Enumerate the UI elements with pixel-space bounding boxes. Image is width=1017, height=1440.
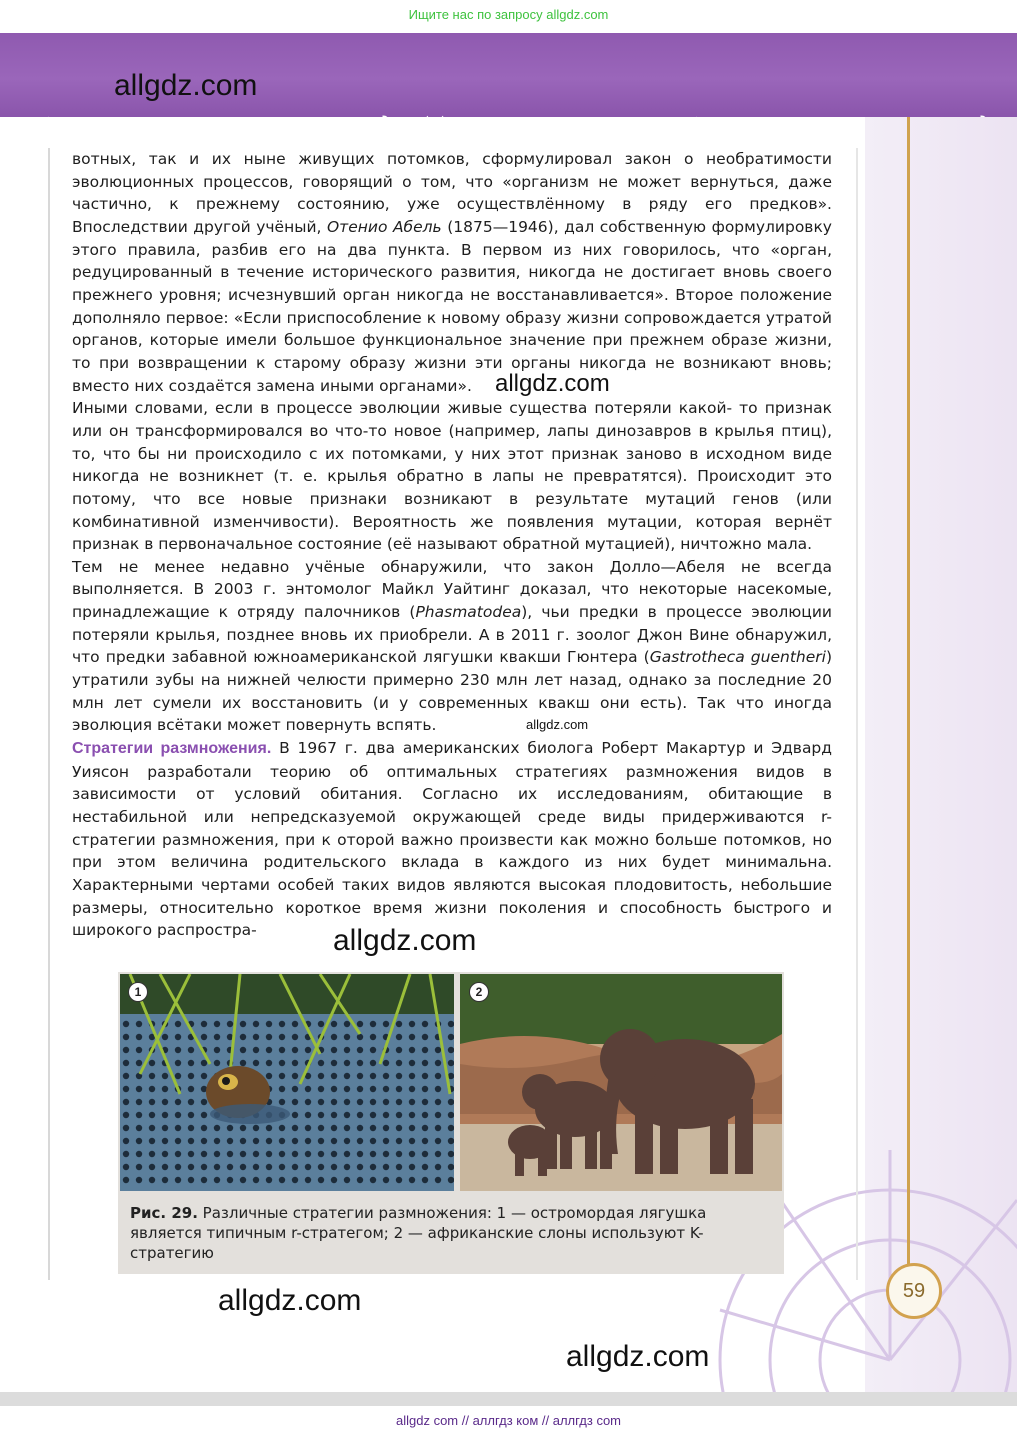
watermark-4: allgdz.com bbox=[218, 1284, 362, 1317]
footer-links: allgdz com // аллгдз ком // аллгдз com bbox=[395, 1413, 622, 1428]
photo-number-2: 2 bbox=[469, 982, 489, 1002]
paragraph-4: Стратегии размножения. В 1967 г. два американских биолога Роберт Макартур и Эдвард Уиясон разработали теорию об оптимальных стратегиях размножения видов в зависимости от условий обитания. Согласно их исследованиям, обитающие в нестабильной или непредсказуемой окружающей среде виды придерживаются r-стратегии размножения, при к оторой важно произвести как можно больше потомков, но при этом величина родительского вклада в каждого из них будет минимальна. Характерными чертами особей таких видов являются высокая плодовитость, небольшие размеры, относительно короткое время жизни поколения и способность быстрого и широкого распростра- bbox=[72, 739, 832, 940]
body-text bbox=[72, 148, 832, 942]
watermark-5: allgdz.com bbox=[566, 1340, 710, 1373]
scorpion-icon bbox=[122, 114, 150, 138]
top-watermark: Ищите нас по запросу allgdz.com bbox=[408, 7, 609, 22]
watermark-1: allgdz.com bbox=[495, 370, 610, 397]
rhino-icon bbox=[22, 114, 50, 138]
section-heading: Стратегии размножения. bbox=[72, 740, 272, 758]
watermark-3: allgdz.com bbox=[333, 924, 477, 957]
banner-site-watermark: allgdz.com bbox=[114, 69, 258, 102]
elephants-photo bbox=[460, 974, 782, 1191]
pterosaur-icon bbox=[221, 114, 249, 138]
photo-number-1: 1 bbox=[128, 982, 148, 1002]
paragraph-1: вотных, так и их ныне живущих потомков, сформулировал закон о необратимости эволюционных процессов, говорящий о том, что «организм не может вернуться, даже частично, к прежнему состоянию, уже осуществлённому в ряду его предков». Впоследствии другой учёный, Отенио Абель (1875—1946), дал собственную формулировку этого правила, разбив его на два пункта. В первом из них говорилось, что «орган, редуцированный в течение исторического развития, никогда не достигает вновь своего прежнего уровня; исчезнувший орган никогда не восстанавливается». Второе положение дополняло первое: «Если приспособление к новому образу жизни сопровождается утратой органов, которые имели большое функциональное значение при прежнем образе жизни, то при возвращении к старому образу жизни эти органы никогда не возникают вновь; вместо них создаётся замена иными органами». bbox=[72, 150, 832, 395]
lobster-icon bbox=[470, 114, 498, 138]
rhino-icon bbox=[670, 114, 698, 138]
bee-icon bbox=[421, 114, 449, 138]
latin-name-gastrotheca: Gastrotheca guentheri bbox=[649, 648, 826, 667]
butterfly-icon bbox=[72, 114, 100, 138]
paragraph-3: Тем не менее недавно учёные обнаружили, что закон Долло—Абеля не всегда выполняется. В 2003 г. энтомолог Майкл Уайтинг доказал, что некоторые насекомые, принадлежащие к отряду палочников (Phasmatodea), чьи предки в процессе эволюции потеряли крылья, позднее вновь их приобрели. А в 2011 г. зоолог Джон Вине обнаружил, что предки забавной южноамериканской лягушки квакши Гюнтера (Gastrotheca guentheri) утратили зубы на нижней челюсти примерно 230 млн лет назад, однако за последние 20 млн лет сумели их восстановить (и у современных квакш они есть). Так что иногда эволюция всётаки может повернуть вспять. bbox=[72, 557, 833, 735]
latin-name-phasmatodea: Phasmatodea bbox=[415, 603, 522, 622]
gold-margin-line bbox=[907, 117, 910, 1287]
horse-icon bbox=[769, 114, 797, 138]
watermark-2: allgdz.com bbox=[526, 717, 589, 732]
dinosaur-icon bbox=[371, 114, 399, 138]
horse-icon bbox=[171, 114, 199, 138]
pterosaur-icon bbox=[819, 114, 847, 138]
animal-silhouette-row bbox=[22, 111, 997, 141]
butterfly-icon bbox=[620, 114, 648, 138]
scorpion-icon bbox=[720, 114, 748, 138]
caption-text: Различные стратегии размножения: 1 — остромордая лягушка является типичным r-стратегом; 2 — африканские слоны используют K-стратегию bbox=[130, 1204, 707, 1262]
caption-label: Рис. 29. bbox=[130, 1204, 198, 1222]
kangaroo-icon bbox=[520, 114, 548, 138]
figure-caption bbox=[130, 1203, 750, 1263]
paragraph-2: Иными словами, если в процессе эволюции живые существа потеряли какой- то признак или он трансформировался во что-то новое (например, лапы динозавров в крылья птиц), то, что бы ни происходило с их потомками, у них этот признак заново в исходном виде никогда не возникнет (т. е. крылья обратно в лапы не превратятся). Происходит это потому, что все новые признаки возникают в результате мутаций генов (или комбинативной изменчивости). Вероятность же появления мутации, которая вернёт признак в первоначальное состояние (её называют обратной мутацией), ничтожно мала. bbox=[72, 399, 832, 554]
whale-icon bbox=[271, 114, 299, 138]
frog-spawn-photo bbox=[120, 974, 454, 1191]
bird-icon bbox=[570, 114, 598, 138]
header-banner bbox=[0, 33, 1017, 117]
figure-29 bbox=[118, 972, 784, 1274]
beetle-icon bbox=[321, 114, 349, 138]
page-number: 59 bbox=[886, 1263, 942, 1319]
bottom-band bbox=[0, 1392, 1017, 1406]
scientist-name: Отенио Абель bbox=[326, 217, 442, 236]
